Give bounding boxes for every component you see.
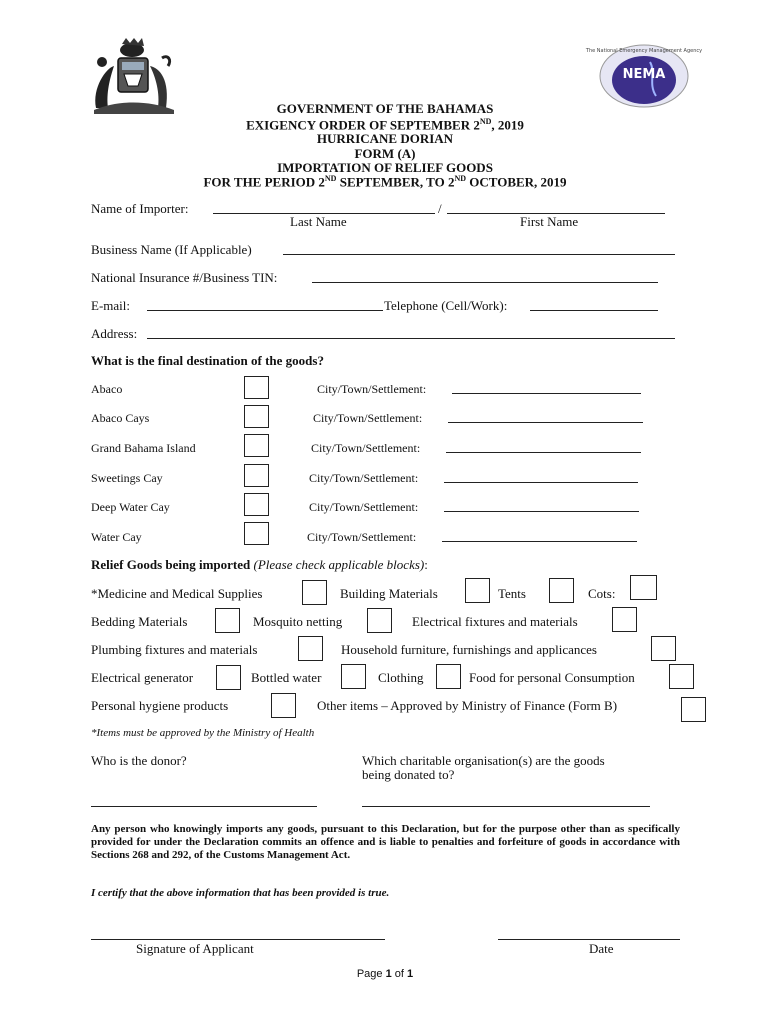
telephone-field[interactable] [530, 310, 658, 311]
checkbox-other[interactable] [681, 697, 706, 722]
checkbox-electrical-fixtures[interactable] [612, 607, 637, 632]
checkbox-generator[interactable] [216, 665, 241, 690]
city-field-water-cay[interactable] [442, 541, 637, 542]
svg-text:The National Emergency Managem: The National Emergency Management Agency [585, 48, 703, 54]
city-label-deep-water-cay: City/Town/Settlement: [309, 500, 419, 514]
checkbox-water[interactable] [341, 664, 366, 689]
page-number: Page 1 of 1 [356, 968, 414, 980]
checkbox-food[interactable] [669, 664, 694, 689]
charity-field[interactable] [362, 806, 650, 807]
checkbox-bedding[interactable] [215, 608, 240, 633]
relief-heading: Relief Goods being imported (Please check applicable blocks): [91, 557, 428, 572]
name-slash: / [438, 201, 442, 216]
business-name-field[interactable] [283, 254, 675, 255]
checkbox-abaco[interactable] [244, 376, 269, 399]
signature-caption: Signature of Applicant [136, 941, 254, 956]
address-field[interactable] [147, 338, 675, 339]
donor-question: Who is the donor? [91, 753, 187, 768]
city-field-deep-water-cay[interactable] [444, 511, 639, 512]
checkbox-tents[interactable] [549, 578, 574, 603]
item-plumbing: Plumbing fixtures and materials [91, 642, 258, 657]
island-abaco-cays: Abaco Cays [91, 411, 150, 425]
city-label-water-cay: City/Town/Settlement: [307, 530, 417, 544]
ni-tin-field[interactable] [312, 282, 658, 283]
item-clothing: Clothing [378, 670, 424, 685]
city-label-sweetings-cay: City/Town/Settlement: [309, 471, 419, 485]
first-name-caption: First Name [520, 214, 579, 229]
item-building: Building Materials [340, 586, 438, 601]
checkbox-clothing[interactable] [436, 664, 461, 689]
item-food: Food for personal Consumption [469, 670, 635, 685]
item-bedding: Bedding Materials [91, 614, 188, 629]
item-mosquito: Mosquito netting [253, 614, 343, 629]
item-other: Other items – Approved by Ministry of Finance (Form B) [317, 698, 618, 713]
city-label-abaco-cays: City/Town/Settlement: [313, 411, 423, 425]
checkbox-sweetings-cay[interactable] [244, 464, 269, 487]
legal-warning: Any person who knowingly imports any goods, pursuant to this Declaration, but for the purpose other than as specifically provided for under the Declaration commits an offence and is liable to penalties and forfeiture of goods in accordance with Sections 268 and 292, of the Customs Management Act. [91, 823, 680, 861]
business-name-label: Business Name (If Applicable) [91, 242, 252, 257]
checkbox-deep-water-cay[interactable] [244, 493, 269, 516]
island-grand-bahama: Grand Bahama Island [91, 441, 196, 455]
checkbox-cots[interactable] [630, 575, 657, 600]
header-line-importation: IMPORTATION OF RELIEF GOODS [277, 160, 493, 175]
checkbox-abaco-cays[interactable] [244, 405, 269, 428]
island-sweetings-cay: Sweetings Cay [91, 471, 163, 485]
item-generator: Electrical generator [91, 670, 194, 685]
item-electrical-fixtures: Electrical fixtures and materials [412, 614, 578, 629]
importer-label: Name of Importer: [91, 201, 189, 216]
city-label-abaco: City/Town/Settlement: [317, 382, 427, 396]
date-line[interactable] [498, 939, 680, 940]
charity-question-line1: Which charitable organisation(s) are the goods [362, 753, 605, 768]
city-field-grand-bahama[interactable] [446, 452, 641, 453]
signature-line[interactable] [91, 939, 385, 940]
donor-field[interactable] [91, 806, 317, 807]
checkbox-mosquito[interactable] [367, 608, 392, 633]
checkbox-medicine[interactable] [302, 580, 327, 605]
item-medicine: *Medicine and Medical Supplies [91, 586, 263, 601]
destination-question: What is the final destination of the goods? [91, 353, 324, 368]
island-water-cay: Water Cay [91, 530, 142, 544]
header-line-form: FORM (A) [354, 146, 416, 161]
checkbox-grand-bahama[interactable] [244, 434, 269, 457]
header-line-government: GOVERNMENT OF THE BAHAMAS [276, 101, 494, 116]
medicine-footnote: *Items must be approved by the Ministry of Health [91, 727, 315, 739]
item-tents: Tents [498, 586, 526, 601]
island-deep-water-cay: Deep Water Cay [91, 500, 170, 514]
city-field-abaco[interactable] [452, 393, 641, 394]
item-water: Bottled water [251, 670, 322, 685]
item-hygiene: Personal hygiene products [91, 698, 229, 713]
nema-logo [585, 44, 703, 108]
item-household: Household furniture, furnishings and applicances [341, 642, 597, 657]
email-label: E-mail: [91, 298, 130, 313]
email-field[interactable] [147, 310, 383, 311]
header-line-hurricane: HURRICANE DORIAN [316, 131, 454, 146]
telephone-label: Telephone (Cell/Work): [384, 298, 508, 313]
header-line-exigency: EXIGENCY ORDER OF SEPTEMBER 2ND, 2019 [246, 117, 524, 133]
svg-text:NEMA: NEMA [622, 67, 666, 82]
island-abaco: Abaco [91, 382, 123, 396]
certification-statement: I certify that the above information that has been provided is true. [91, 887, 390, 899]
charity-question-line2: being donated to? [362, 767, 455, 782]
checkbox-household[interactable] [651, 636, 676, 661]
city-label-grand-bahama: City/Town/Settlement: [311, 441, 421, 455]
checkbox-building[interactable] [465, 578, 490, 603]
header-line-period: FOR THE PERIOD 2ND SEPTEMBER, TO 2ND OCTOBER, 2019 [203, 174, 567, 190]
address-label: Address: [91, 326, 138, 341]
checkbox-hygiene[interactable] [271, 693, 296, 718]
date-caption: Date [589, 941, 614, 956]
checkbox-water-cay[interactable] [244, 522, 269, 545]
ni-tin-label: National Insurance #/Business TIN: [91, 270, 278, 285]
last-name-caption: Last Name [290, 214, 347, 229]
city-field-sweetings-cay[interactable] [444, 482, 638, 483]
item-cots: Cots: [588, 586, 616, 601]
city-field-abaco-cays[interactable] [448, 422, 643, 423]
checkbox-plumbing[interactable] [298, 636, 323, 661]
